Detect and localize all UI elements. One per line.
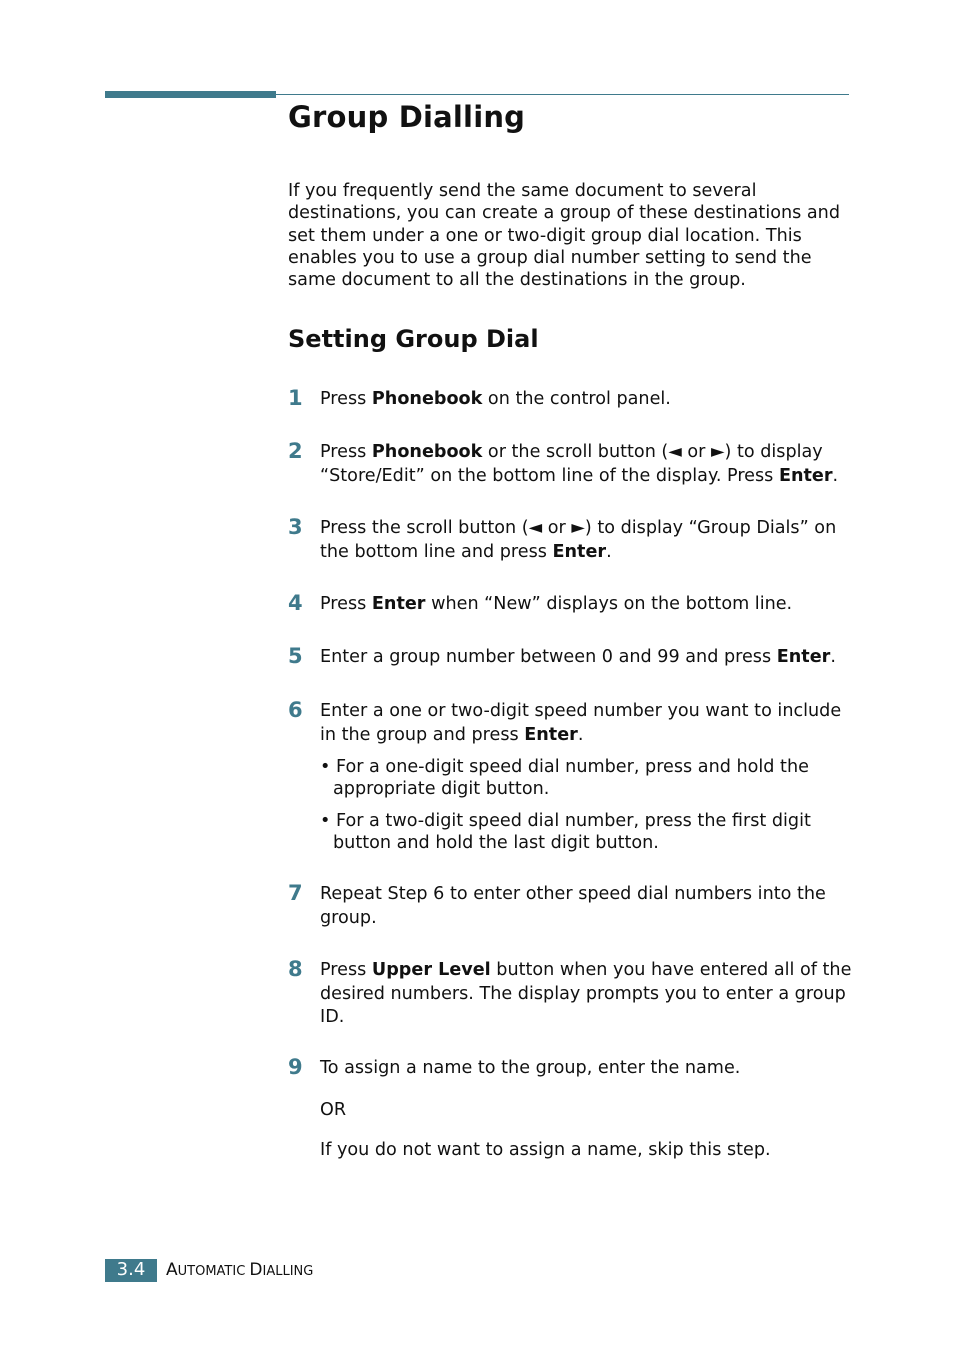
step-text: Press the scroll button (◄ or ►) to display “Group Dials” on the bottom line and press Enter.	[320, 518, 837, 562]
page-number: 3.4	[105, 1259, 157, 1282]
step-text: Press Upper Level button when you have entered all of the desired numbers. The display prompts you to enter a group ID.	[320, 960, 852, 1027]
step-number: 6	[288, 698, 303, 722]
step-number: 8	[288, 957, 303, 981]
step-number: 4	[288, 591, 303, 615]
step-text: To assign a name to the group, enter the name.	[320, 1058, 741, 1078]
step-number: 2	[288, 439, 303, 463]
step-text: Press Phonebook on the control panel.	[320, 389, 671, 409]
step-alt-text: If you do not want to assign a name, skip this step.	[320, 1140, 771, 1160]
step-number: 1	[288, 386, 303, 410]
step-number: 9	[288, 1055, 303, 1079]
step-text: Enter a group number between 0 and 99 and press Enter.	[320, 647, 836, 667]
step-or: OR	[320, 1100, 347, 1120]
step-number: 7	[288, 881, 303, 905]
step-text: Repeat Step 6 to enter other speed dial numbers into the group.	[320, 884, 826, 928]
section-title: Setting Group Dial	[288, 325, 539, 353]
intro-paragraph: If you frequently send the same document to several destinations, you can create a group of these destinations and set them under a one or two-digit group dial location. This enables you to use a group dial number setting to send the same document to all the destinations in the group.	[288, 181, 840, 291]
step-text: Enter a one or two-digit speed number you want to include in the group and press Enter.	[320, 701, 842, 745]
header-rule-thin	[276, 94, 849, 95]
step-number: 3	[288, 515, 303, 539]
step-text: Press Phonebook or the scroll button (◄ or ►) to display “Store/Edit” on the bottom line of the display. Press Enter.	[320, 442, 839, 486]
bullet-item: • For a one-digit speed dial number, press and hold the appropriate digit button.	[320, 757, 809, 799]
chapter-title: AUTOMATIC DIALLING	[166, 1260, 314, 1280]
step-text: Press Enter when “New” displays on the bottom line.	[320, 594, 793, 614]
bullet-item: • For a two-digit speed dial number, press the first digit button and hold the last digit button.	[320, 811, 811, 853]
page-title: Group Dialling	[288, 100, 526, 134]
header-rule-thick	[105, 91, 276, 98]
step-number: 5	[288, 644, 303, 668]
